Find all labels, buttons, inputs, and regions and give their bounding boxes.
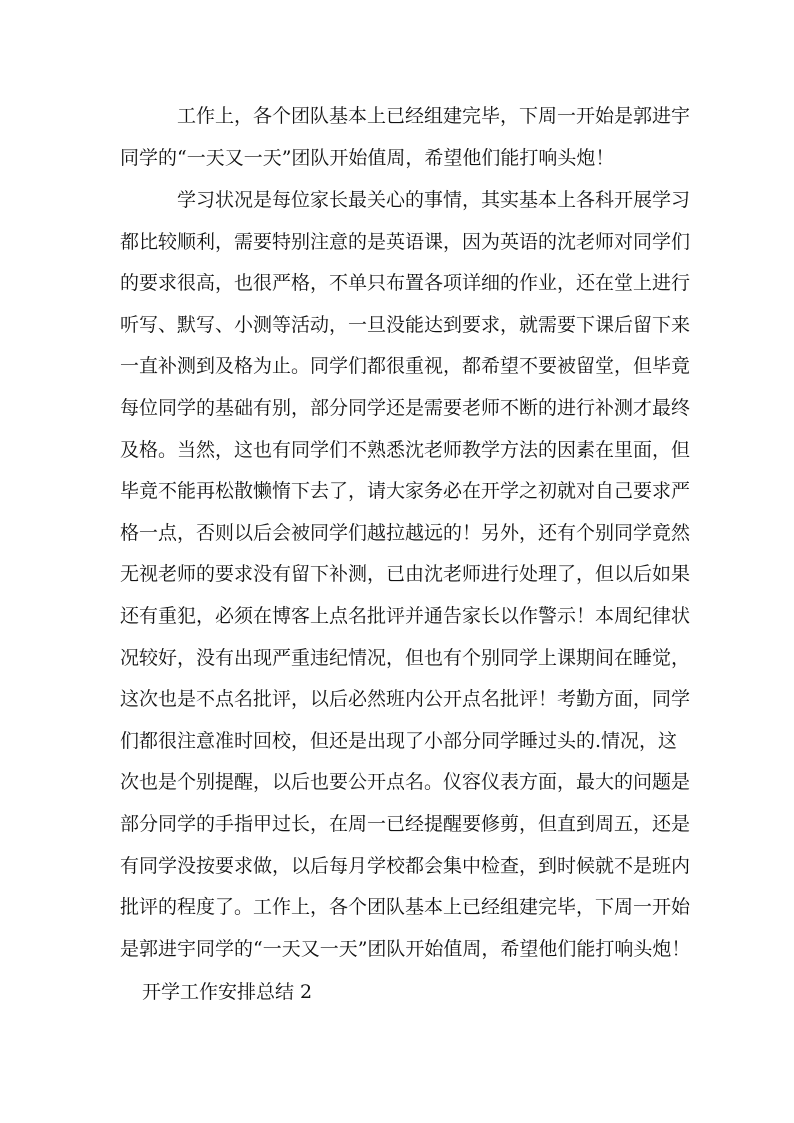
paragraph-line: 同学的“一天又一天”团队开始值周，希望他们能打响头炮！ [120, 146, 615, 169]
paragraph-line: 学习状况是每位家长最关心的事情，其实基本上各科开展学习 [177, 189, 691, 211]
paragraph-line: 及格。当然，这也有同学们不熟悉沈老师教学方法的因素在里面，但 [120, 438, 691, 461]
paragraph-2 [120, 180, 691, 970]
paragraph-line: 批评的程度了。工作上，各个团队基本上已经组建完毕，下周一开始 [120, 896, 691, 919]
paragraph-line: 有同学没按要求做，以后每月学校都会集中检查，到时候就不是班内 [120, 854, 691, 877]
paragraph-line: 格一点，否则以后会被同学们越拉越远的！另外，还有个别同学竟然 [120, 521, 691, 544]
paragraph-line: 部分同学的手指甲过长，在周一已经提醒要修剪，但直到周五，还是 [120, 812, 691, 835]
paragraph-line: 毕竟不能再松散懒惰下去了，请大家务必在开学之初就对自己要求严 [120, 480, 691, 503]
paragraph-line: 这次也是不点名批评，以后必然班内公开点名批评！考勤方面，同学 [120, 688, 691, 711]
paragraph-line: 工作上，各个团队基本上已经组建完毕，下周一开始是郭进宇 [177, 105, 691, 127]
paragraph-line: 还有重犯，必须在博客上点名批评并通告家长以作警示！本周纪律状 [120, 604, 691, 627]
paragraph-line: 是郭进宇同学的“一天又一天”团队开始值周，希望他们能打响头炮！ [120, 937, 691, 960]
paragraph-line: 的要求很高，也很严格，不单只布置各项详细的作业，还在堂上进行 [120, 272, 691, 295]
paragraph-1 [120, 96, 691, 179]
paragraph-line: 都比较顺利，需要特别注意的是英语课，因为英语的沈老师对同学们 [120, 230, 691, 253]
paragraph-line: 们都很注意准时回校，但还是出现了小部分同学睡过头的.情况，这 [120, 729, 678, 752]
paragraph-line: 次也是个别提醒，以后也要公开点名。仪容仪表方面，最大的问题是 [120, 771, 691, 794]
paragraph-line: 每位同学的基础有别，部分同学还是需要老师不断的进行补测才最终 [120, 396, 691, 419]
paragraph-line: 一直补测到及格为止。同学们都很重视，都希望不要被留堂，但毕竟 [120, 355, 691, 378]
paragraph-line: 听写、默写、小测等活动，一旦没能达到要求，就需要下课后留下来 [120, 313, 691, 336]
paragraph-line: 况较好，没有出现严重违纪情况，但也有个别同学上课期间在睡觉， [120, 646, 691, 669]
paragraph-line: 无视老师的要求没有留下补测，已由沈老师进行处理了，但以后如果 [120, 563, 691, 586]
section-heading: 开学工作安排总结 2 [142, 981, 313, 1003]
